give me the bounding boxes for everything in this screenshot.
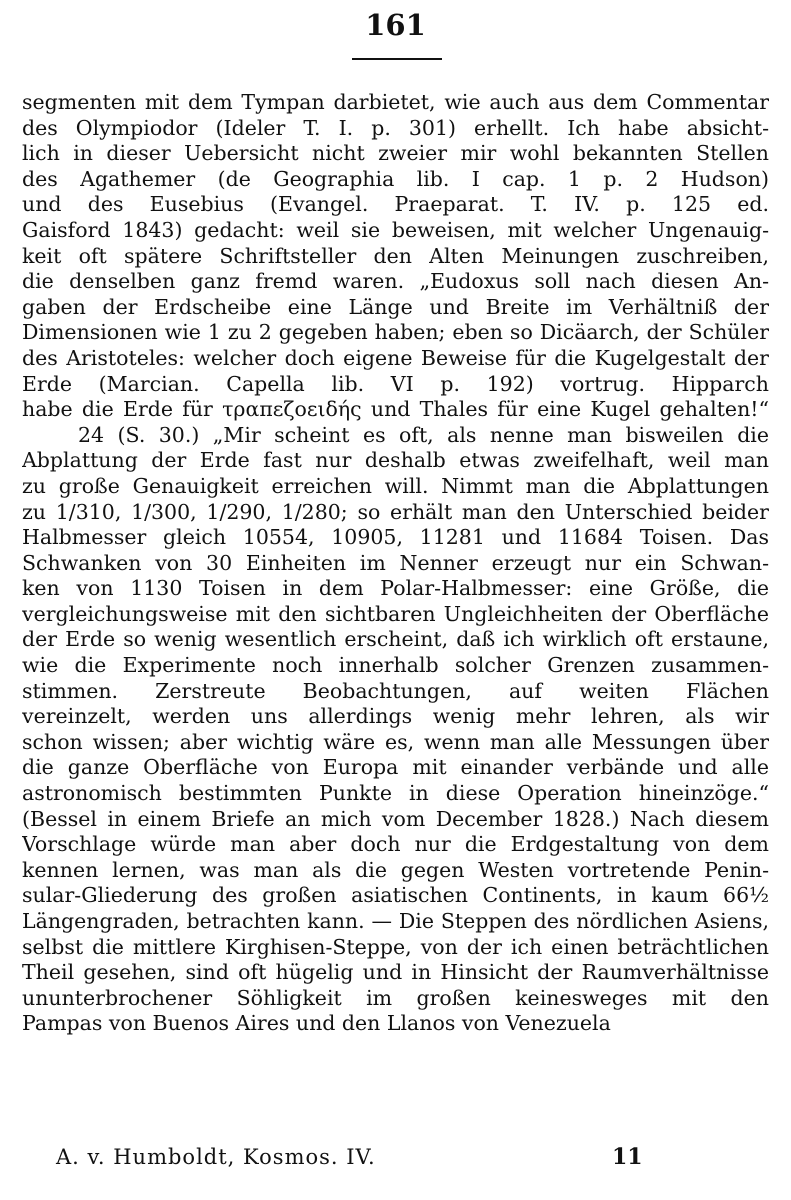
text-line: Theil gesehen, sind oft hügelig und in Hinsicht der Raumverhältnisse: [22, 960, 769, 985]
text-line: der Erde so wenig wesentlich erscheint, daß ich wirklich oft erstaune,: [22, 627, 769, 652]
text-line: wie die Experimente noch innerhalb solcher Grenzen zusammen-: [22, 653, 769, 678]
text-line: zu große Genauigkeit erreichen will. Nimmt man die Abplattungen: [22, 473, 769, 498]
header-rule: [352, 58, 442, 60]
text-line: Gaisford 1843) gedacht: weil sie beweisen, mit welcher Ungenauig-: [22, 217, 769, 242]
text-line: die denselben ganz fremd waren. „Eudoxus soll nach diesen An-: [22, 269, 769, 294]
body-text: [22, 90, 769, 1037]
text-line: Schwanken von 30 Einheiten im Nenner erzeugt nur ein Schwan-: [22, 550, 769, 575]
text-line: ununterbrochener Söhligkeit im großen keinesweges mit den: [22, 985, 769, 1010]
text-line: selbst die mittlere Kirghisen-Steppe, von der ich einen beträchtlichen: [22, 934, 769, 959]
text-line: lich in dieser Uebersicht nicht zweier mir wohl bekannten Stellen: [22, 141, 769, 166]
text-line: kennen lernen, was man als die gegen Westen vortretende Penin-: [22, 857, 769, 882]
text-line: segmenten mit dem Tympan darbietet, wie auch aus dem Commentar: [22, 90, 769, 114]
text-line: Pampas von Buenos Aires und den Llanos von Venezuela: [22, 1011, 611, 1036]
text-line: vergleichungsweise mit den sichtbaren Ungleichheiten der Oberfläche: [22, 601, 769, 626]
text-line: 24 (S. 30.) „Mir scheint es oft, als nenne man bisweilen die: [78, 422, 769, 447]
page-number: 161: [365, 8, 426, 42]
text-line: des Olympiodor (Ideler T. I. p. 301) erhellt. Ich habe absicht-: [22, 115, 769, 140]
text-line: Vorschlage würde man aber doch nur die Erdgestaltung von dem: [22, 832, 769, 857]
text-line: keit oft spätere Schriftsteller den Alten Meinungen zuschreiben,: [22, 243, 769, 268]
text-line: ken von 1130 Toisen in dem Polar-Halbmesser: eine Größe, die: [22, 576, 769, 601]
text-line: (Bessel in einem Briefe an mich vom December 1828.) Nach diesem: [22, 806, 769, 831]
text-line: die ganze Oberfläche von Europa mit einander verbände und alle: [22, 755, 769, 780]
text-line: sular-Gliederung des großen asiatischen Continents, in kaum 66½: [22, 883, 769, 908]
text-line: astronomisch bestimmten Punkte in diese Operation hineinzöge.“: [22, 781, 769, 806]
text-line: zu 1/310, 1/300, 1/290, 1/280; so erhält man den Unterschied beider: [22, 499, 769, 524]
text-line: Dimensionen wie 1 zu 2 gegeben haben; eben so Dicäarch, der Schüler: [22, 320, 769, 345]
sheet-number: 11: [612, 1144, 643, 1170]
text-line: Längengraden, betrachten kann. — Die Steppen des nördlichen Asiens,: [22, 909, 769, 933]
text-line: Halbmesser gleich 10554, 10905, 11281 und 11684 Toisen. Das: [22, 525, 769, 550]
text-line: und des Eusebius (Evangel. Praeparat. T. IV. p. 125 ed.: [22, 192, 769, 217]
text-line: habe die Erde für τραπεζοειδής und Thales für eine Kugel gehalten!“: [22, 397, 769, 422]
text-line: des Agathemer (de Geographia lib. I cap. 1 p. 2 Hudson): [22, 166, 769, 191]
text-line: Abplattung der Erde fast nur deshalb etwas zweifelhaft, weil man: [22, 448, 769, 473]
text-line: Erde (Marcian. Capella lib. VI p. 192) vortrug. Hipparch: [22, 371, 769, 396]
text-line: vereinzelt, werden uns allerdings wenig mehr lehren, als wir: [22, 704, 769, 729]
footer-signature: A. v. Humboldt, Kosmos. IV.: [56, 1145, 376, 1169]
text-line: stimmen. Zerstreute Beobachtungen, auf weiten Flächen: [22, 678, 769, 703]
text-line: schon wissen; aber wichtig wäre es, wenn man alle Messungen über: [22, 729, 769, 754]
text-line: des Aristoteles: welcher doch eigene Beweise für die Kugelgestalt der: [22, 345, 769, 370]
text-line: gaben der Erdscheibe eine Länge und Breite im Verhältniß der: [22, 294, 769, 319]
